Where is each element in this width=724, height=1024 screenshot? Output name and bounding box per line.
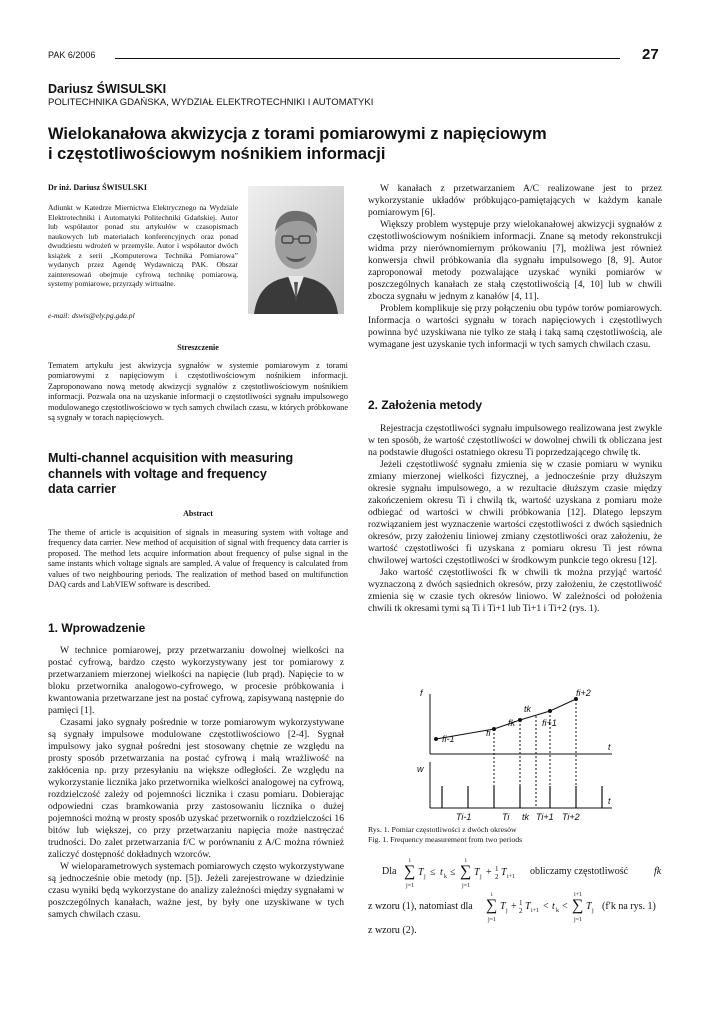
svg-text:+: +: [486, 867, 492, 878]
svg-text:i: i: [491, 892, 493, 898]
bio-name: Dr inż. Dariusz ŚWISULSKI: [48, 183, 147, 192]
english-title-line-3: data carrier: [48, 482, 117, 496]
section-1-paragraph: W technice pomiarowej, przy przetwarzaniu dowolnej wielkości na postać cyfrową, bardzo często wykorzystywany jest tor pomiarowy z przetwarzaniem mierzonej wielkości na napięcie (lub prąd). Napięcie to w bloku przetwornika analogowo-cyfrowego, w procesie próbkowania i kwantowania przetwarzane jest na postać cyfrową, zapisywaną następnie do pamięci [1].: [48, 645, 344, 716]
svg-text:j: j: [592, 908, 594, 914]
svg-text:j=1: j=1: [462, 883, 471, 889]
formula-text-obliczamy: obliczamy częstotliwość: [530, 866, 629, 877]
label-fi: fi: [486, 728, 491, 738]
svg-text:i+1: i+1: [507, 874, 516, 880]
bio-text: Adiunkt w Katedrze Miernictwa Elektrycznego na Wydziale Elektrotechniki i Automatyki Politechniki Gdańskiej. Autor lub współautor ponad stu artykułów w czasopismach naukowych lub materiałach konferencyjnych oraz ponad dwudziestu wdrożeń w przemyśle. Autor i współautor dwóch książek z serii „Komputerowa Technika Pomiarowa” wydanych przez Agendę Wydawniczą PAK. Obszar zainteresowań obejmuje cyfrową technikę pomiarową, systemy pomiarowe, przyrządy wirtualne.: [48, 203, 238, 288]
svg-text:∑: ∑: [404, 863, 416, 880]
label-Ti+2: Ti+2: [562, 812, 580, 822]
svg-text:j: j: [424, 874, 426, 880]
journal-header: PAK 6/2006: [48, 50, 96, 60]
section-2-body: [368, 423, 662, 615]
affiliation: POLITECHNIKA GDAŃSKA, WYDZIAŁ ELEKTROTECHNIKI I AUTOMATYKI: [48, 97, 374, 108]
right-paragraph: Większy problem występuje przy wielokanałowej akwizycji sygnałów z częstotliwościowym nośnikiem informacji. Znane są metody rekonstrukcji widma przy nierównomiernym prókowaniu [7], możliwa jest również konwersja chwil próbkowania dla sygnału impulsowego [8, 9]. Autor zaproponował metody pozwalające uzyskać wyniki pomiarów w poszczególnych kanałach ze stałą częstotliwością [4, 10] lub w chwili zbocza sygnału w jednym z kanałów [4, 11].: [368, 219, 662, 302]
point-fi+1: [548, 709, 552, 713]
svg-text:<: <: [562, 901, 568, 912]
inequality-2: [486, 890, 602, 926]
section-1-paragraph: W wieloparametrowych systemach pomiarowych często wykorzystywane są jednocześnie obie metody (np. [5]). Jeżeli zarejestrowane w dziedzinie czasu wyniki będą wykorzystane do analizy zależności między sygnałami w poszczególnych kanałach, ważne jest, by były one uzyskiwane w tych samych chwilach czasu.: [48, 861, 344, 920]
svg-text:k: k: [556, 908, 559, 914]
svg-text:t: t: [440, 867, 443, 878]
english-title: [48, 451, 348, 498]
svg-text:1: 1: [495, 865, 499, 873]
point-fi-1: [434, 737, 438, 741]
point-fi: [492, 727, 496, 731]
right-paragraph: Problem komplikuje się przy połączeniu obu typów torów pomiarowych. Informacja o wartości sygnału w torach napięciowych i częstotliwych powinna być uzyskiwana nie tylko ze stałą i taką samą częstotliwością, ale wymagane jest uzyskanie tych informacji w tych samych chwilach czasu.: [368, 303, 662, 350]
section-1-heading: 1. Wprowadzenie: [48, 621, 146, 635]
svg-text:i+1: i+1: [574, 892, 583, 898]
section-2-paragraph: Rejestracja częstotliwości sygnału impulsowego realizowana jest zwykle w ten sposób, że wartość częstotliwości w dowolnej chwili tk obliczana jest na podstawie długości ostatniego okresu Ti poprzedzającego chwilę tk.: [368, 423, 662, 458]
svg-text:i+1: i+1: [531, 908, 540, 914]
svg-text:T: T: [501, 867, 507, 878]
figure-caption-en: Fig. 1. Frequency measurement from two periods: [368, 835, 523, 844]
svg-text:+: +: [511, 901, 517, 912]
label-tk-bottom: tk: [522, 812, 530, 822]
svg-text:j=1: j=1: [406, 883, 415, 889]
figure-1: [412, 686, 622, 826]
label-tk-top: tk: [524, 704, 532, 714]
formula-text-wzoru1: z wzoru (1), natomiast dla: [368, 901, 473, 912]
label-w-axis: w: [417, 764, 424, 774]
formula-text-rys: (f′k na rys. 1): [602, 901, 656, 912]
abstract-heading: Abstract: [183, 509, 213, 518]
section-2-heading: 2. Założenia metody: [368, 398, 483, 412]
label-t-axis-bottom: t: [608, 796, 611, 806]
page-title: [48, 124, 668, 164]
page-number: 27: [642, 46, 659, 63]
formula-text-wzoru2: z wzoru (2).: [368, 925, 417, 936]
section-1-body: [48, 645, 344, 921]
inequality-1: [404, 856, 522, 890]
title-line-2: i częstotliwościowym nośnikiem informacji: [48, 145, 386, 163]
label-fi-1: fi-1: [442, 734, 455, 744]
label-fk: fk: [508, 718, 516, 728]
svg-text:t: t: [552, 901, 555, 912]
svg-text:T: T: [474, 867, 480, 878]
svg-text:j: j: [506, 908, 508, 914]
section-2-paragraph: Jako wartość częstotliwości fk w chwili tk można przyjąć wartość wyznaczoną z dwóch sąsiednich okresów, przy założeniu, że częstotliwość zmienia się w czasie tych okresów liniowo. W zależności od położenia chwili tk okresami tymi są Ti i Ti+1 lub Ti+1 i Ti+2 (rys. 1).: [368, 567, 662, 614]
streszczenie-heading: Streszczenie: [177, 343, 219, 352]
svg-text:2: 2: [495, 873, 499, 881]
svg-text:∑: ∑: [460, 863, 472, 880]
english-title-line-1: Multi-channel acquisition with measuring: [48, 451, 294, 465]
svg-text:T: T: [500, 901, 506, 912]
svg-text:≤: ≤: [430, 867, 436, 878]
english-title-line-2: channels with voltage and frequency: [48, 466, 267, 481]
section-2-paragraph: Jeżeli częstotliwość sygnału zmienia się w czasie pomiaru w wyniku zmiany mierzonej wielkości fizycznej, a jednocześnie przy dłuższym okresie sygnału impulsowego, a w rezultacie dłuższym czasie między zakończeniem okresu Ti i chwilą tk, wartość uzyskana z pomiaru może odbiegać od wartości w chwili próbkowania [12]. Dlatego lepszym rozwiązaniem jest wyznaczenie wartości częstotliwości z dwóch sąsiednich okresów, przy założeniu liniowej zmiany częstotliwości oraz założeniu, że wartość częstotliwości fi uzyskana z pomiaru okresu Ti jest równa chwilowej wartości częstotliwości w środkowym punkcie tego okresu [12].: [368, 459, 662, 566]
author-email: e-mail: dswis@ely.pg.gda.pl: [48, 311, 135, 320]
svg-text:j=1: j=1: [574, 917, 583, 923]
streszczenie-text: Tematem artykułu jest akwizycja sygnałów w systemie pomiarowym z torami pomiarowymi z napięciowym i częstotliwościowym nośnikiem informacji. Zaproponowano nową metodę akwizycji sygnałów z częstotliwościowym nośnikiem informacji. Pozwala ona na uzyskanie informacji o częstotliwości sygnału impulsowego modulowanego częstotliwościowo w tych samych chwilach czasu, w których próbkowane są sygnały w torach napięciowych.: [48, 361, 348, 423]
label-fi+1: fi+1: [542, 718, 557, 728]
svg-text:∑: ∑: [572, 897, 584, 914]
abstract-text: The theme of article is acquisition of signals in measuring system with voltage and frequency data carrier. New method of acquisition of signal with frequency data carrier is proposed. The method lets acquire information about frequency of pulse signal in the same instants which voltage signals are sampled. A value of frequency is calculated from values of two neighbouring periods. The realization of method based on multifunction DAQ cards and LabVIEW software is described.: [48, 528, 348, 590]
author-name: Dariusz ŚWISULSKI: [48, 82, 167, 96]
label-Ti+1: Ti+1: [536, 812, 554, 822]
figure-caption-pl: Rys. 1. Pomiar częstotliwości z dwóch okresów: [368, 825, 517, 834]
svg-text:T: T: [586, 901, 592, 912]
header-rule: [115, 58, 620, 59]
svg-text:2: 2: [519, 907, 523, 915]
label-Ti: Ti: [502, 812, 510, 822]
section-1-paragraph: Czasami jako sygnały pośrednie w torze pomiarowym wykorzystywane są sygnały impulsowe modulowane częstotliwościowo [2-4]. Sygnał impulsowy jako sygnał pośredni jest stosowany chętnie ze względu na prosty sposób przetwarzania na postać cyfrową i małą wrażliwość na zakłócenia np. przy przesyłaniu na większe odległości. Ze względu na wykorzystanie licznika jako przetwornika wielkości analogowej na cyfrową, rozdzielczość zależy od pojemności licznika i czasu pomiaru. Dobierając odpowiedni czas bramkowania przy zastosowaniu licznika o dużej pojemności możną w prosty sposób uzyskać przetwornik o rozdzielczości 16 bitów lub większej, co przy przetwarzaniu napięcia może nastręczać trudności. Do zalet przetwarzania f/C w porównaniu z A/C można również zaliczyć dostępność dokładnych wzorców.: [48, 717, 344, 860]
title-line-1: Wielokanałowa akwizycja z torami pomiarowymi z napięciowym: [48, 125, 547, 143]
right-column-intro: [368, 183, 662, 351]
svg-text:<: <: [543, 901, 549, 912]
svg-text:j: j: [480, 874, 482, 880]
svg-text:1: 1: [519, 899, 523, 907]
label-fi+2: fi+2: [576, 688, 591, 698]
svg-text:i: i: [409, 858, 411, 864]
svg-text:T: T: [525, 901, 531, 912]
author-photo: [248, 186, 344, 314]
svg-text:∑: ∑: [486, 897, 498, 914]
svg-text:i: i: [465, 858, 467, 864]
svg-text:k: k: [444, 874, 447, 880]
right-paragraph: W kanałach z przetwarzaniem A/C realizowane jest to przez wykorzystanie układów próbkująco-pamiętających w każdym kanale pomiarowym [6].: [368, 183, 662, 218]
formula-text-dla: Dla: [382, 866, 397, 877]
label-t-axis-top: t: [608, 742, 611, 752]
label-f-axis: f: [420, 688, 423, 698]
point-fk: [518, 718, 522, 722]
svg-text:T: T: [418, 867, 424, 878]
label-Ti-1: Ti-1: [456, 812, 472, 822]
formula-fk: fk: [654, 866, 662, 877]
svg-text:≤: ≤: [450, 867, 456, 878]
svg-text:j=1: j=1: [488, 917, 497, 923]
